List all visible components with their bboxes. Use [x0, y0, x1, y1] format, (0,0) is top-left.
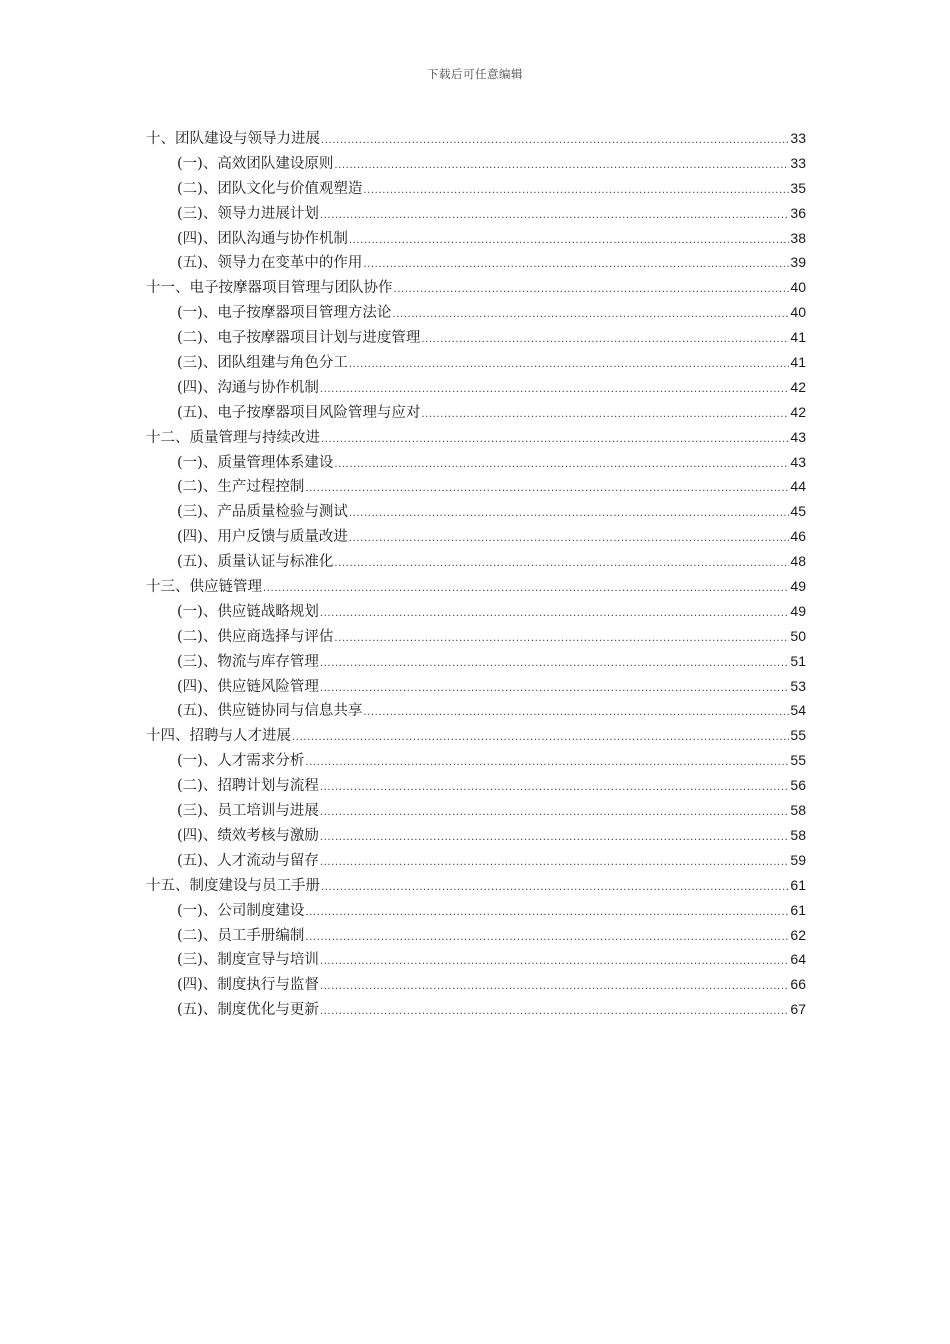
toc-section-entry[interactable]: [146, 649, 806, 674]
toc-entry-title: (四)、供应链风险管理: [177, 678, 319, 695]
toc-section-entry[interactable]: [146, 599, 806, 624]
toc-entry-title: (三)、产品质量检验与测试: [177, 504, 348, 521]
toc-entry-title: (二)、电子按摩器项目计划与进度管理: [177, 330, 421, 347]
toc-page-number: 61: [790, 901, 806, 918]
toc-dot-leader: [320, 975, 790, 1000]
toc-dot-leader: [320, 851, 790, 876]
toc-dot-leader: [394, 278, 790, 303]
toc-page-number: 50: [790, 627, 806, 644]
toc-page-number: 55: [790, 727, 806, 744]
page-header: 下载后可任意编辑: [427, 67, 523, 81]
toc-entry-title: 十三、供应链管理: [146, 579, 262, 596]
toc-section-entry[interactable]: [146, 474, 806, 499]
toc-dot-leader: [263, 577, 789, 602]
toc-dot-leader: [334, 154, 789, 179]
toc-page-number: 61: [790, 876, 806, 893]
toc-dot-leader: [349, 502, 790, 527]
toc-section-entry[interactable]: [146, 201, 806, 226]
toc-entry-title: (三)、团队组建与角色分工: [177, 355, 348, 372]
toc-section-entry[interactable]: [146, 226, 806, 251]
toc-dot-leader: [305, 751, 789, 776]
toc-entry-title: (一)、高效团队建设原则: [177, 155, 334, 172]
table-of-contents: [146, 126, 806, 1022]
toc-section-entry[interactable]: [146, 698, 806, 723]
toc-entry-title: (三)、制度宣导与培训: [177, 952, 319, 969]
toc-dot-leader: [392, 303, 789, 328]
toc-page-number: 40: [790, 304, 806, 321]
toc-page-number: 43: [790, 453, 806, 470]
toc-page-number: 36: [790, 204, 806, 221]
toc-page-number: 45: [790, 503, 806, 520]
toc-section-entry[interactable]: [146, 151, 806, 176]
toc-page-number: 64: [790, 951, 806, 968]
toc-dot-leader: [421, 328, 789, 353]
toc-page-number: 66: [790, 976, 806, 993]
toc-entry-title: 十四、招聘与人才进展: [146, 728, 291, 745]
toc-entry-title: (五)、电子按摩器项目风险管理与应对: [177, 404, 421, 421]
toc-page-number: 49: [790, 578, 806, 595]
toc-section-entry[interactable]: [146, 674, 806, 699]
toc-section-entry[interactable]: [146, 947, 806, 972]
toc-section-entry[interactable]: [146, 848, 806, 873]
toc-entry-title: 十、团队建设与领导力进展: [146, 131, 320, 147]
toc-dot-leader: [334, 627, 789, 652]
toc-page-number: 54: [790, 702, 806, 719]
toc-page-number: 58: [790, 826, 806, 843]
toc-entry-title: (二)、招聘计划与流程: [177, 778, 319, 795]
toc-section-entry[interactable]: [146, 524, 806, 549]
toc-page-number: 46: [790, 528, 806, 545]
toc-dot-leader: [321, 876, 789, 901]
toc-entry-title: (二)、供应商选择与评估: [177, 628, 334, 645]
toc-dot-leader: [320, 204, 790, 229]
toc-entry-title: (三)、领导力进展计划: [177, 205, 319, 222]
toc-page-number: 48: [790, 553, 806, 570]
toc-dot-leader: [334, 552, 789, 577]
toc-page-number: 67: [790, 1001, 806, 1018]
toc-entry-title: (三)、物流与库存管理: [177, 653, 319, 670]
toc-page-number: 35: [790, 179, 806, 196]
toc-chapter-entry[interactable]: [146, 126, 806, 151]
toc-section-entry[interactable]: [146, 499, 806, 524]
toc-page-number: 42: [790, 378, 806, 395]
toc-page-number: 55: [790, 752, 806, 769]
toc-section-entry[interactable]: [146, 798, 806, 823]
toc-entry-title: (二)、生产过程控制: [177, 479, 305, 496]
toc-section-entry[interactable]: [146, 250, 806, 275]
toc-page-number: 40: [790, 279, 806, 296]
toc-dot-leader: [421, 403, 789, 428]
toc-dot-leader: [363, 179, 789, 204]
toc-dot-leader: [363, 253, 789, 278]
toc-page-number: 56: [790, 777, 806, 794]
toc-dot-leader: [334, 453, 789, 478]
toc-section-entry[interactable]: [146, 300, 806, 325]
toc-entry-title: (二)、员工手册编制: [177, 927, 305, 944]
toc-page-number: 53: [790, 677, 806, 694]
toc-section-entry[interactable]: [146, 997, 806, 1022]
toc-page-number: 43: [790, 428, 806, 445]
toc-entry-title: (四)、制度执行与监督: [177, 977, 319, 994]
toc-dot-leader: [320, 950, 790, 975]
toc-section-entry[interactable]: [146, 773, 806, 798]
toc-page-number: 33: [790, 154, 806, 171]
toc-entry-title: (二)、团队文化与价值观塑造: [177, 180, 363, 197]
toc-page-number: 51: [790, 652, 806, 669]
toc-page-number: 42: [790, 403, 806, 420]
toc-dot-leader: [349, 527, 790, 552]
toc-dot-leader: [349, 229, 790, 254]
toc-entry-title: (一)、质量管理体系建设: [177, 454, 334, 471]
toc-dot-leader: [305, 926, 789, 951]
toc-entry-title: 十一、电子按摩器项目管理与团队协作: [146, 280, 393, 297]
toc-entry-title: (四)、团队沟通与协作机制: [177, 230, 348, 247]
toc-entry-title: (一)、公司制度建设: [177, 902, 305, 919]
toc-dot-leader: [320, 826, 790, 851]
toc-dot-leader: [321, 129, 789, 154]
toc-entry-title: (一)、电子按摩器项目管理方法论: [177, 305, 392, 322]
toc-section-entry[interactable]: [146, 898, 806, 923]
toc-page-number: 41: [790, 329, 806, 346]
toc-dot-leader: [320, 652, 790, 677]
toc-entry-title: (五)、领导力在变革中的作用: [177, 255, 363, 272]
toc-page-number: 33: [790, 130, 806, 146]
toc-chapter-entry[interactable]: [146, 275, 806, 300]
toc-section-entry[interactable]: [146, 923, 806, 948]
toc-section-entry[interactable]: [146, 624, 806, 649]
toc-entry-title: 十五、制度建设与员工手册: [146, 877, 320, 894]
toc-entry-title: (四)、用户反馈与质量改进: [177, 529, 348, 546]
toc-section-entry[interactable]: [146, 350, 806, 375]
toc-dot-leader: [320, 1000, 790, 1025]
toc-page-number: 58: [790, 802, 806, 819]
toc-section-entry[interactable]: [146, 748, 806, 773]
toc-page-number: 41: [790, 354, 806, 371]
toc-page-number: 59: [790, 851, 806, 868]
toc-dot-leader: [321, 428, 789, 453]
toc-entry-title: (三)、员工培训与进展: [177, 803, 319, 820]
toc-page-number: 62: [790, 926, 806, 943]
toc-dot-leader: [320, 801, 790, 826]
toc-section-entry[interactable]: [146, 823, 806, 848]
toc-dot-leader: [363, 701, 789, 726]
toc-section-entry[interactable]: [146, 375, 806, 400]
toc-entry-title: (五)、供应链协同与信息共享: [177, 703, 363, 720]
toc-entry-title: (一)、人才需求分析: [177, 753, 305, 770]
toc-chapter-entry[interactable]: [146, 574, 806, 599]
toc-entry-title: (四)、绩效考核与激励: [177, 827, 319, 844]
toc-chapter-entry[interactable]: [146, 723, 806, 748]
toc-entry-title: (一)、供应链战略规划: [177, 603, 319, 620]
toc-section-entry[interactable]: [146, 400, 806, 425]
toc-dot-leader: [320, 776, 790, 801]
toc-entry-title: (五)、人才流动与留存: [177, 852, 319, 869]
toc-dot-leader: [320, 602, 790, 627]
toc-section-entry[interactable]: [146, 176, 806, 201]
toc-dot-leader: [305, 901, 789, 926]
toc-dot-leader: [320, 677, 790, 702]
toc-section-entry[interactable]: [146, 549, 806, 574]
toc-dot-leader: [320, 378, 790, 403]
toc-entry-title: (五)、质量认证与标准化: [177, 554, 334, 571]
toc-page-number: 44: [790, 478, 806, 495]
toc-section-entry[interactable]: [146, 972, 806, 997]
toc-section-entry[interactable]: [146, 325, 806, 350]
toc-dot-leader: [349, 353, 790, 378]
toc-chapter-entry[interactable]: [146, 425, 806, 450]
toc-page-number: 49: [790, 602, 806, 619]
toc-page-number: 39: [790, 254, 806, 271]
toc-entry-title: (五)、制度优化与更新: [177, 1002, 319, 1019]
toc-entry-title: 十二、质量管理与持续改进: [146, 429, 320, 446]
toc-dot-leader: [292, 726, 789, 751]
toc-dot-leader: [305, 477, 789, 502]
toc-chapter-entry[interactable]: [146, 873, 806, 898]
toc-page-number: 38: [790, 229, 806, 246]
toc-section-entry[interactable]: [146, 450, 806, 475]
toc-entry-title: (四)、沟通与协作机制: [177, 379, 319, 396]
